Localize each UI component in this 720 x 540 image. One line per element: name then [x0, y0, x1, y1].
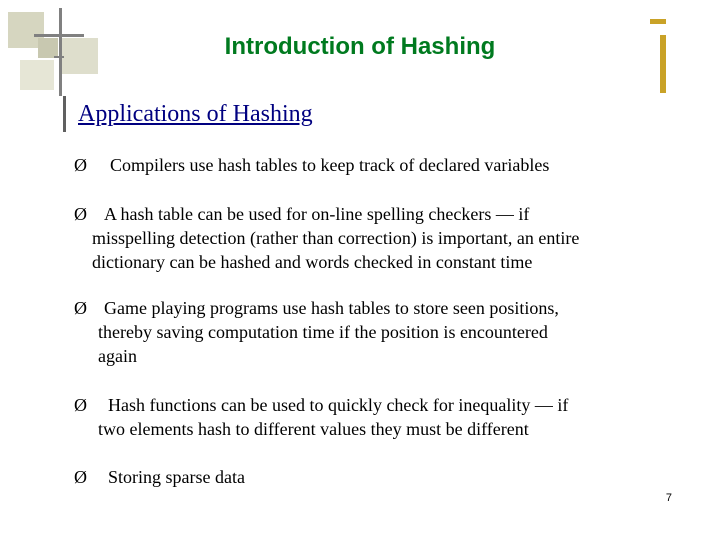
- page-number: 7: [665, 492, 672, 504]
- arrow-bullet-icon: Ø: [74, 204, 87, 224]
- decor-square: [20, 60, 54, 90]
- decor-gold-bar: [650, 19, 666, 24]
- decor-line: [63, 96, 66, 132]
- arrow-bullet-icon: Ø: [74, 467, 87, 487]
- bullet-text: dictionary can be hashed and words checked in constant time: [92, 252, 533, 272]
- bullet-text: Game playing programs use hash tables to store seen positions,: [104, 298, 559, 318]
- arrow-bullet-icon: Ø: [74, 395, 87, 415]
- arrow-bullet-icon: Ø: [74, 298, 87, 318]
- bullet-text: two elements hash to different values they must be different: [98, 419, 529, 439]
- bullet-text: Hash functions can be used to quickly check for inequality — if: [108, 395, 569, 415]
- slide-subtitle: Applications of Hashing: [78, 101, 313, 127]
- bullet-text: Storing sparse data: [108, 467, 245, 487]
- bullet-text: Compilers use hash tables to keep track of declared variables: [110, 155, 550, 175]
- bullet-text: thereby saving computation time if the position is encountered: [98, 322, 548, 342]
- bullet-text: misspelling detection (rather than correction) is important, an entire: [92, 228, 580, 248]
- bullet-text: A hash table can be used for on-line spelling checkers — if: [104, 204, 530, 224]
- arrow-bullet-icon: Ø: [74, 155, 87, 175]
- slide-title: Introduction of Hashing: [224, 33, 496, 60]
- bullet-text: again: [98, 346, 137, 366]
